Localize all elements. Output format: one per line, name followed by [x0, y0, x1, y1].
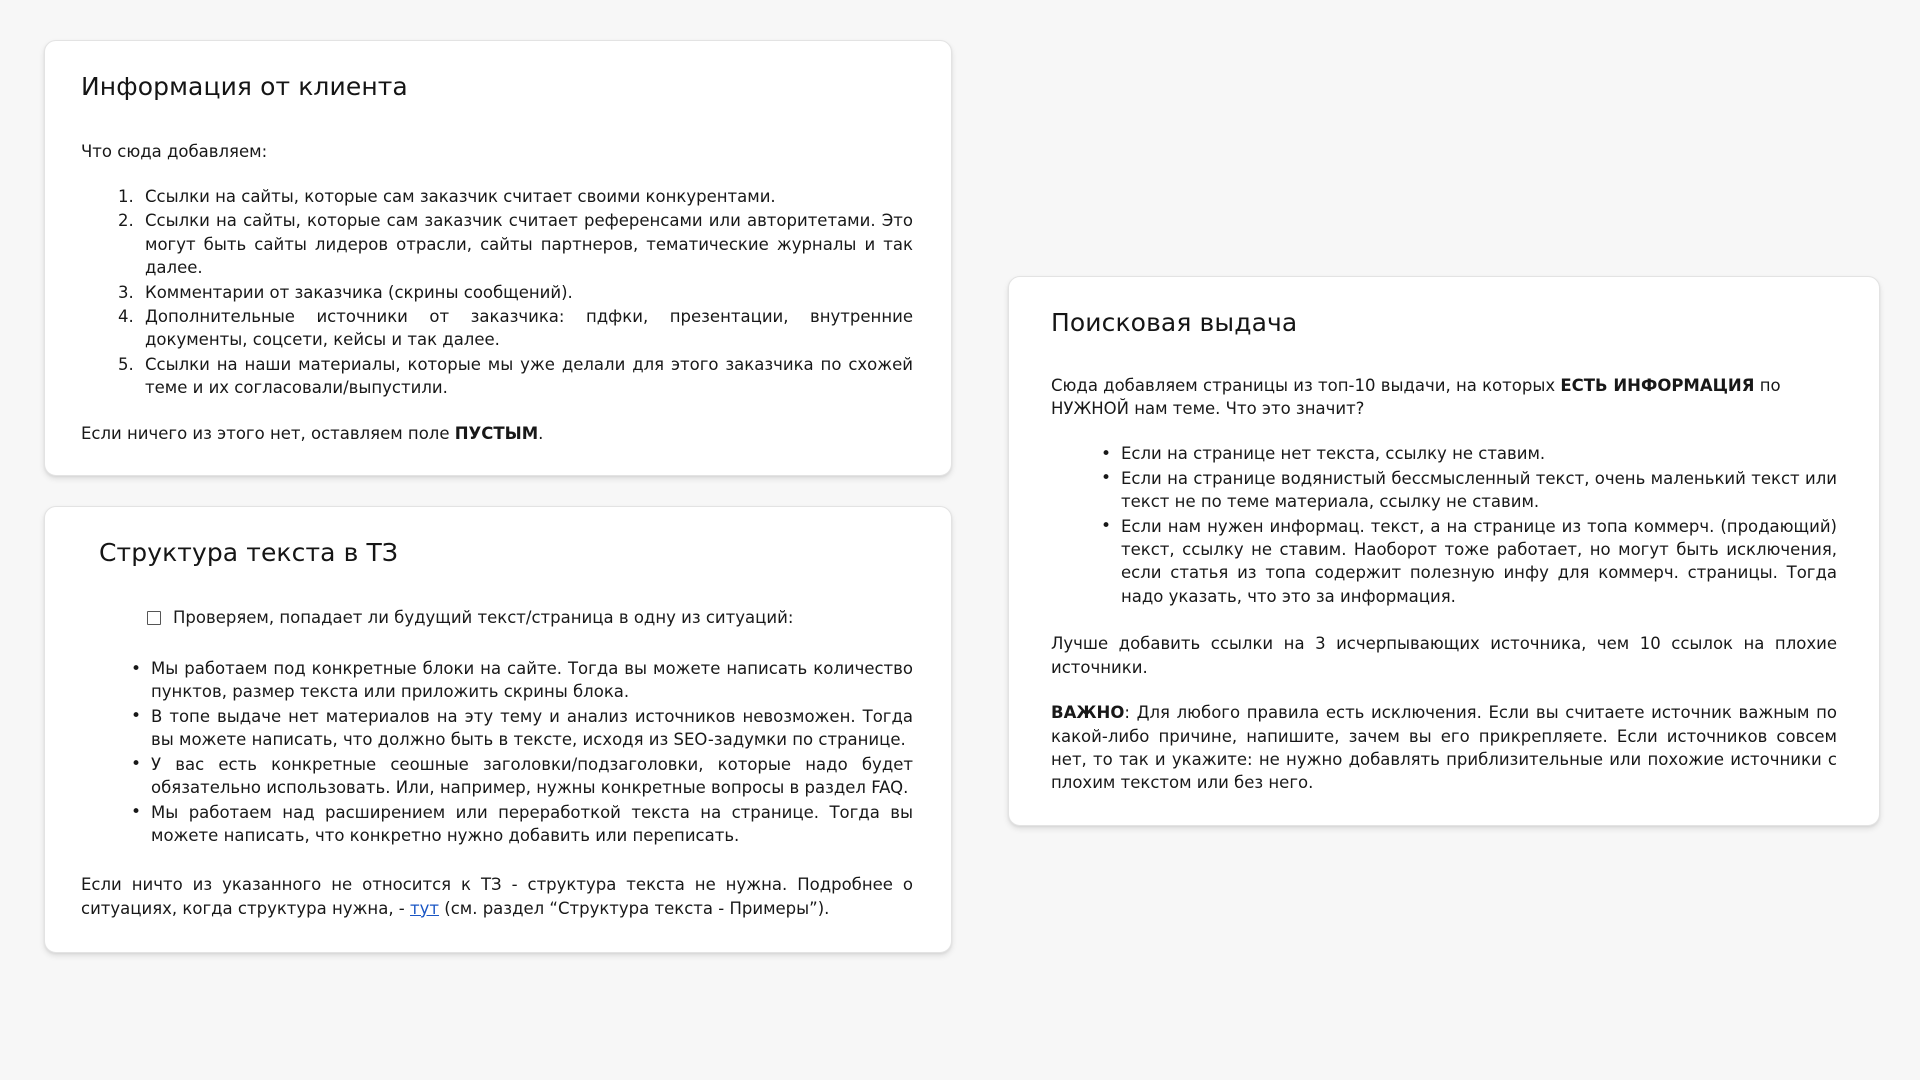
right-column: [1008, 276, 1880, 826]
client-info-list: [81, 185, 913, 400]
client-info-intro: Что сюда добавляем:: [81, 141, 268, 161]
list-item: 5. Ссылки на наши материалы, которые мы уже делали для этого заказчика по схожей теме и их согласовали/выпустили.: [139, 353, 913, 400]
list-item: • Если на странице водянистый бессмысленный текст, очень маленький текст или текст не по теме материала, ссылку не ставим.: [1101, 467, 1837, 514]
search-results-important-text: : Для любого правила есть исключения. Если вы считаете источник важным по какой-либо причине, напишите, зачем вы его прикрепляете. Если источников совсем нет, то так и укажите: не нужно добавлять приблизительные или похожие источники с плохим текстом или без него.: [1051, 703, 1837, 793]
list-item: 2. Ссылки на сайты, которые сам заказчик считает референсами или авторитетами. Это могут быть сайты лидеров отрасли, сайты партнеров, тематические журналы и так далее.: [139, 209, 913, 279]
list-item: • Мы работаем над расширением или переработкой текста на странице. Тогда вы можете написать, что конкретно нужно добавить или переписать.: [131, 801, 913, 848]
list-item: 1. Ссылки на сайты, которые сам заказчик считает своими конкурентами.: [139, 185, 913, 208]
card-title-text-structure: Структура текста в ТЗ: [99, 538, 398, 568]
list-item: • У вас есть конкретные сеошные заголовки/подзаголовки, которые надо будет обязательно использовать. Или, например, нужны конкретные вопросы в раздел FAQ.: [131, 753, 913, 800]
search-results-important-label: ВАЖНО: [1051, 703, 1125, 723]
text-structure-list: [81, 657, 913, 847]
client-info-footer-suffix: .: [538, 423, 544, 443]
search-results-list: [1051, 442, 1837, 608]
text-structure-footer-part1: Если ничто из указанного не относится к ТЗ - структура текста не нужна. Подробнее о ситуациях, когда структура нужна, -: [81, 875, 913, 918]
checkbox-icon[interactable]: [147, 611, 161, 625]
text-structure-footer-part2: (см. раздел “Структура текста - Примеры”).: [439, 898, 830, 918]
list-item: • Если нам нужен информац. текст, а на странице из топа коммерч. (продающий) текст, ссылку не ставим. Наоборот тоже работает, но могут быть исключения, если статья из топа содержит полезную инфу для коммерч. страницы. Тогда надо указать, что это за информация.: [1101, 515, 1837, 609]
card-search-results: [1008, 276, 1880, 826]
list-item: • Если на странице нет текста, ссылку не ставим.: [1101, 442, 1837, 465]
list-item: • В топе выдаче нет материалов на эту тему и анализ источников невозможен. Тогда вы можете написать, что должно быть в тексте, исходя из SEO-задумки по странице.: [131, 705, 913, 752]
client-info-footer-emphasis: ПУСТЫМ: [454, 423, 539, 443]
list-item: 4. Дополнительные источники от заказчика: пдфки, презентации, внутренние документы, соцсети, кейсы и так далее.: [139, 305, 913, 352]
list-item: 3. Комментарии от заказчика (скрины сообщений).: [139, 281, 913, 304]
card-text-structure: [44, 506, 952, 953]
search-results-advice: Лучше добавить ссылки на 3 исчерпывающих источника, чем 10 ссылок на плохие источники.: [1051, 634, 1837, 677]
left-column: [44, 40, 952, 953]
search-results-intro: [1051, 374, 1837, 421]
search-results-important: [1051, 701, 1837, 795]
search-results-intro-part2: по НУЖНОЙ нам теме. Что это значит?: [1051, 375, 1781, 418]
text-structure-footer: [81, 873, 913, 920]
client-info-footer: [81, 422, 913, 445]
card-title-search-results: Поисковая выдача: [1051, 308, 1298, 337]
text-structure-checkbox-row[interactable]: [81, 606, 913, 629]
card-title-client-info: Информация от клиента: [81, 72, 408, 101]
search-results-intro-part1: Сюда добавляем страницы из топ-10 выдачи, на которых: [1051, 375, 1561, 395]
search-results-intro-emphasis: ЕСТЬ ИНФОРМАЦИЯ: [1560, 375, 1755, 395]
list-item: • Мы работаем под конкретные блоки на сайте. Тогда вы можете написать количество пунктов, размер текста или приложить скрины блока.: [131, 657, 913, 704]
text-structure-checkbox-label: Проверяем, попадает ли будущий текст/страница в одну из ситуаций:: [173, 607, 794, 627]
text-structure-link[interactable]: тут: [410, 898, 440, 918]
client-info-footer-prefix: Если ничего из этого нет, оставляем поле: [81, 423, 455, 443]
card-client-info: [44, 40, 952, 476]
